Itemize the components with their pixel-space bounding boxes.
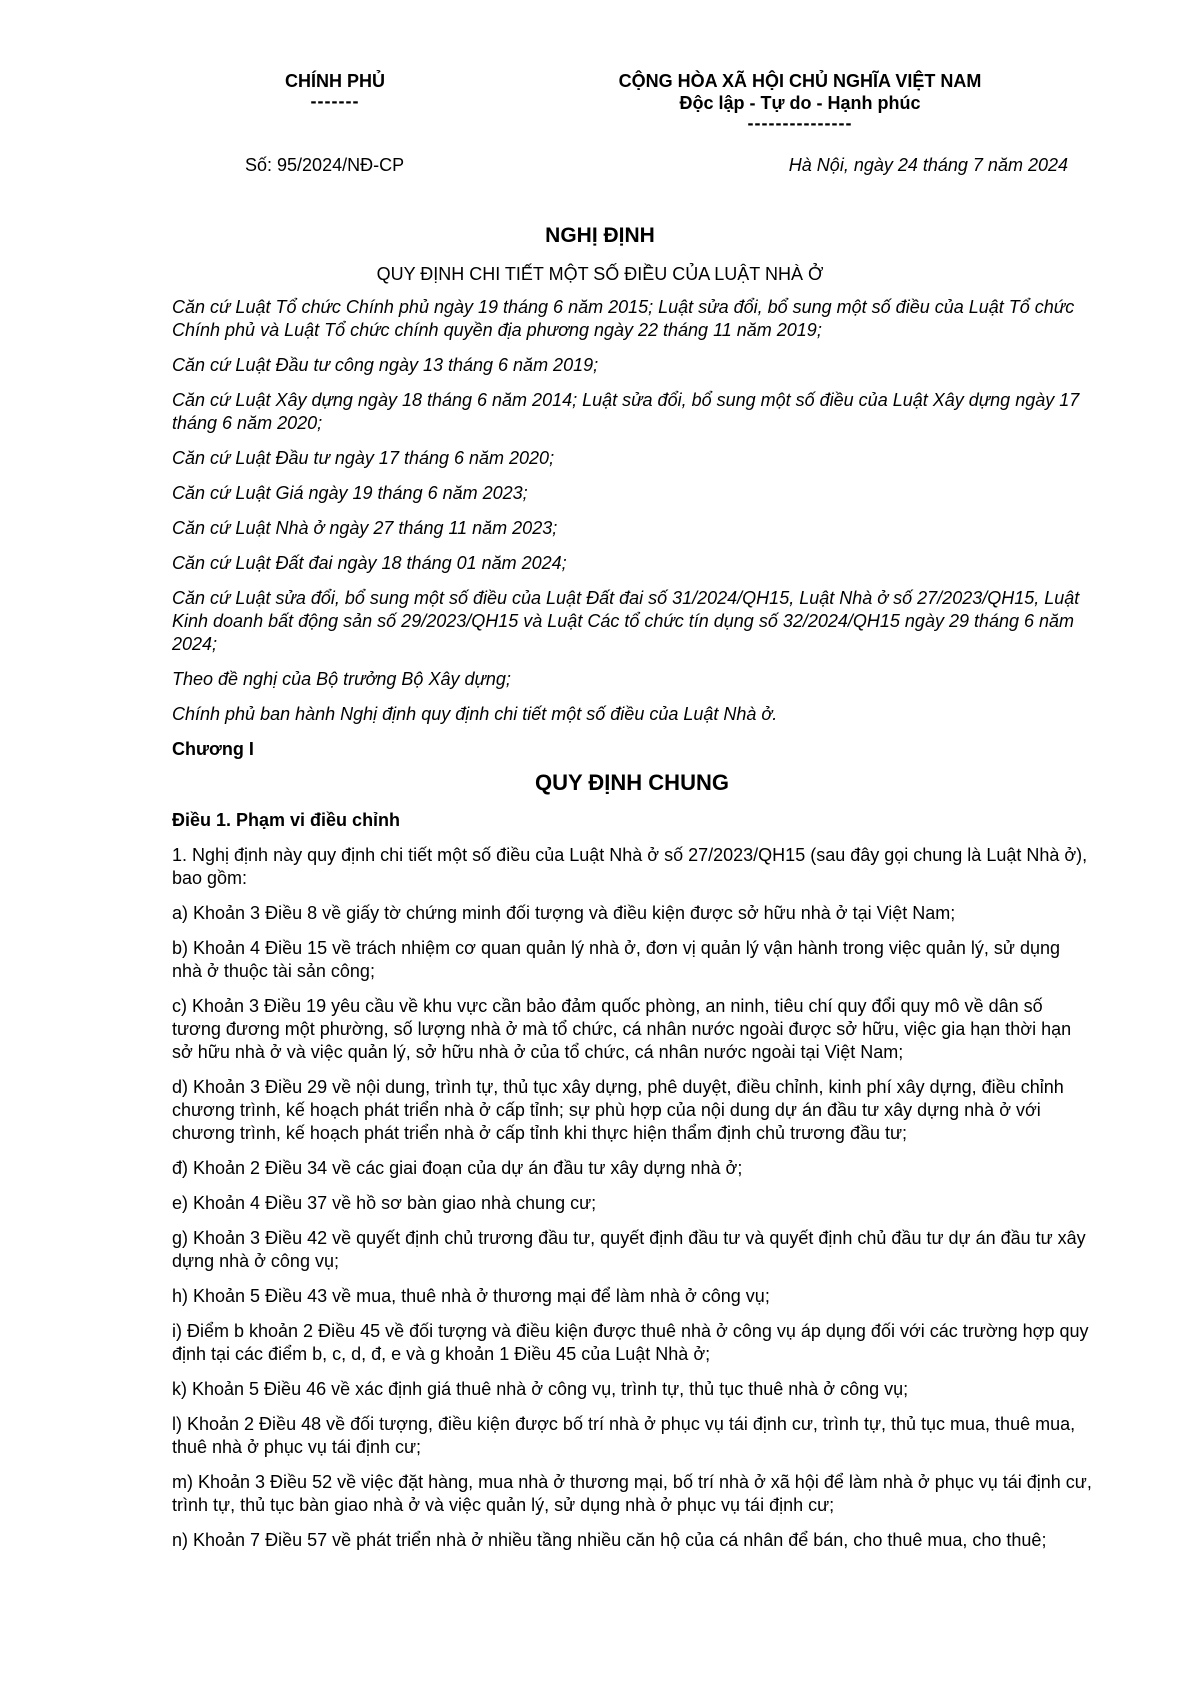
document-body [172, 296, 1092, 1564]
article-clause: n) Khoản 7 Điều 57 về phát triển nhà ở nhiều tầng nhiều căn hộ của cá nhân để bán, cho thuê mua, cho thuê; [172, 1530, 1047, 1550]
preamble-item: Căn cứ Luật sửa đổi, bổ sung một số điều của Luật Đất đai số 31/2024/QH15, Luật Nhà ở số 27/2023/QH15, Luật Kinh doanh bất động sản số 29/2023/QH15 và Luật Các tổ chức tín dụng số 32/2024/QH15 ngày 29 tháng 6 năm 2024; [172, 588, 1080, 654]
article-clause: h) Khoản 5 Điều 43 về mua, thuê nhà ở thương mại để làm nhà ở công vụ; [172, 1286, 770, 1306]
document-number: Số: 95/2024/NĐ-CP [245, 155, 405, 175]
article-clause: k) Khoản 5 Điều 46 về xác định giá thuê nhà ở công vụ, trình tự, thủ tục thuê nhà ở công vụ; [172, 1379, 909, 1399]
issuing-agency: CHÍNH PHỦ [284, 71, 385, 91]
motto-separator: --------------- [747, 113, 853, 133]
article-clause: m) Khoản 3 Điều 52 về việc đặt hàng, mua nhà ở thương mại, bố trí nhà ở xã hội để làm nhà ở phục vụ tái định cư, trình tự, thủ tục bàn giao nhà ở và việc quản lý, sử dụng nhà ở phục vụ tái định cư; [172, 1472, 1092, 1515]
agency-separator: ------- [310, 91, 360, 111]
issuing-agency-block [230, 70, 440, 110]
chapter-label: Chương I [172, 739, 254, 759]
article-heading: Điều 1. Phạm vi điều chỉnh [172, 810, 401, 830]
article-clause: e) Khoản 4 Điều 37 về hồ sơ bàn giao nhà chung cư; [172, 1193, 597, 1213]
article-clause: i) Điểm b khoản 2 Điều 45 về đối tượng và điều kiện được thuê nhà ở công vụ áp dụng đối với các trường hợp quy định tại các điểm b, c, d, đ, e và g khoản 1 Điều 45 của Luật Nhà ở; [172, 1321, 1089, 1364]
article-clause: 1. Nghị định này quy định chi tiết một số điều của Luật Nhà ở số 27/2023/QH15 (sau đây gọi chung là Luật Nhà ở), bao gồm: [172, 845, 1088, 888]
document-subject: QUY ĐỊNH CHI TIẾT MỘT SỐ ĐIỀU CỦA LUẬT NHÀ Ở [376, 264, 824, 284]
article-clause: l) Khoản 2 Điều 48 về đối tượng, điều kiện được bố trí nhà ở phục vụ tái định cư, trình tự, thủ tục mua, thuê mua, thuê nhà ở phục vụ tái định cư; [172, 1414, 1076, 1457]
article-clause: c) Khoản 3 Điều 19 yêu cầu về khu vực cần bảo đảm quốc phòng, an ninh, tiêu chí quy đổi quy mô về dân số tương đương một phường, số lượng nhà ở mà tổ chức, cá nhân nước ngoài được sở hữu, việc gia hạn thời hạn sở hữu nhà ở và việc quản lý, sở hữu nhà ở của tổ chức, cá nhân nước ngoài tại Việt Nam; [172, 996, 1072, 1062]
article-clause: g) Khoản 3 Điều 42 về quyết định chủ trương đầu tư, quyết định đầu tư và quyết định chủ đầu tư dự án đầu tư xây dựng nhà ở công vụ; [172, 1228, 1086, 1271]
national-motto: Độc lập - Tự do - Hạnh phúc [679, 93, 921, 113]
document-type: NGHỊ ĐỊNH [545, 224, 655, 247]
preamble-item: Căn cứ Luật Tổ chức Chính phủ ngày 19 tháng 6 năm 2015; Luật sửa đổi, bổ sung một số điều của Luật Tổ chức Chính phủ và Luật Tổ chức chính quyền địa phương ngày 22 tháng 11 năm 2019; [172, 297, 1075, 340]
preamble-item: Căn cứ Luật Đầu tư ngày 17 tháng 6 năm 2020; [172, 448, 555, 468]
preamble-item: Chính phủ ban hành Nghị định quy định chi tiết một số điều của Luật Nhà ở. [172, 704, 778, 724]
article-clause: a) Khoản 3 Điều 8 về giấy tờ chứng minh đối tượng và điều kiện được sở hữu nhà ở tại Việt Nam; [172, 903, 956, 923]
preamble-item: Căn cứ Luật Giá ngày 19 tháng 6 năm 2023; [172, 483, 528, 503]
preamble-item: Căn cứ Luật Xây dựng ngày 18 tháng 6 năm 2014; Luật sửa đổi, bổ sung một số điều của Luật Xây dựng ngày 17 tháng 6 năm 2020; [172, 390, 1080, 433]
preamble-item: Căn cứ Luật Nhà ở ngày 27 tháng 11 năm 2023; [172, 518, 558, 538]
preamble-item: Căn cứ Luật Đất đai ngày 18 tháng 01 năm 2024; [172, 553, 567, 573]
article-clause: đ) Khoản 2 Điều 34 về các giai đoạn của dự án đầu tư xây dựng nhà ở; [172, 1158, 743, 1178]
article-clause: d) Khoản 3 Điều 29 về nội dung, trình tự, thủ tục xây dựng, phê duyệt, điều chỉnh, kinh phí xây dựng, điều chỉnh chương trình, kế hoạch phát triển nhà ở cấp tỉnh; sự phù hợp của nội dung dự án đầu tư xây dựng nhà ở với chương trình, kế hoạch phát triển nhà ở cấp tỉnh khi thực hiện thẩm định chủ trương đầu tư; [172, 1077, 1064, 1143]
place-and-date: Hà Nội, ngày 24 tháng 7 năm 2024 [788, 155, 1068, 175]
chapter-title: QUY ĐỊNH CHUNG [535, 770, 729, 795]
national-title-block [560, 70, 1040, 132]
preamble-item: Theo đề nghị của Bộ trưởng Bộ Xây dựng; [172, 669, 511, 689]
national-title: CỘNG HÒA XÃ HỘI CHỦ NGHĨA VIỆT NAM [618, 71, 982, 91]
article-clause: b) Khoản 4 Điều 15 về trách nhiệm cơ quan quản lý nhà ở, đơn vị quản lý vận hành trong việc quản lý, sử dụng nhà ở thuộc tài sản công; [172, 938, 1061, 981]
preamble-item: Căn cứ Luật Đầu tư công ngày 13 tháng 6 năm 2019; [172, 355, 599, 375]
